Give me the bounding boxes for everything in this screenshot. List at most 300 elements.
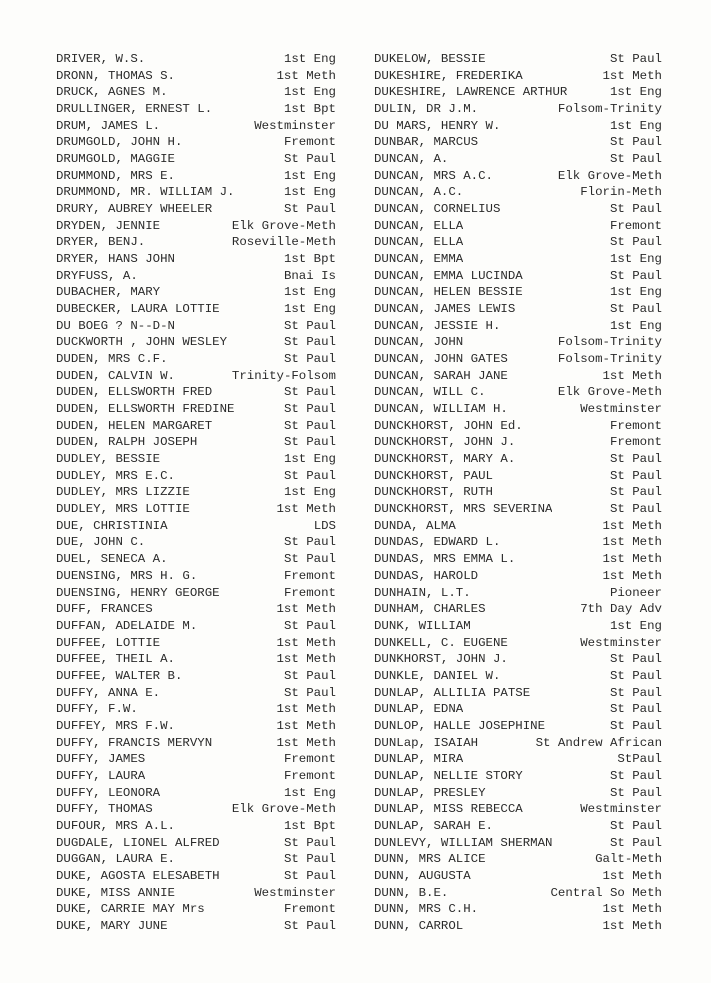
church-name: Westminster — [580, 635, 662, 650]
member-name: DUNCAN, JAMES LEWIS — [374, 302, 516, 317]
list-item — [56, 768, 336, 785]
list-item — [374, 68, 662, 85]
church-name: Trinity-Folsom — [231, 368, 336, 383]
list-item — [56, 151, 336, 168]
church-name: 1st Meth — [602, 868, 662, 883]
list-item — [374, 818, 662, 835]
church-name: Folsom-Trinity — [557, 352, 662, 367]
list-item — [56, 735, 336, 752]
member-name: DUNDAS, MRS EMMA L. — [374, 552, 516, 567]
member-name: DUNK, WILLIAM — [374, 618, 471, 633]
list-item — [374, 168, 662, 185]
list-item — [374, 234, 662, 251]
list-item — [56, 68, 336, 85]
church-name: Fremont — [283, 902, 336, 917]
church-name: 1st Eng — [609, 85, 662, 100]
list-item — [374, 368, 662, 385]
member-name: DRUCK, AGNES M. — [56, 85, 168, 100]
list-item — [374, 51, 662, 68]
church-name: 1st Meth — [602, 68, 662, 83]
member-name: DRYER, BENJ. — [56, 235, 146, 250]
list-item — [374, 901, 662, 918]
church-name: Westminster — [580, 402, 662, 417]
member-name: DUFFEY, MRS F.W. — [56, 718, 175, 733]
member-name: DUNCAN, ELLA — [374, 218, 464, 233]
list-item — [56, 668, 336, 685]
list-item — [56, 84, 336, 101]
church-name: 1st Meth — [602, 902, 662, 917]
member-name: DRYER, HANS JOHN — [56, 252, 175, 267]
member-name: DUNDAS, HAROLD — [374, 568, 479, 583]
list-item — [374, 284, 662, 301]
member-name: DUKESHIRE, FREDERIKA — [374, 68, 523, 83]
member-name: DUEL, SENECA A. — [56, 552, 168, 567]
church-name: St Paul — [283, 552, 336, 567]
church-name: 1st Meth — [602, 368, 662, 383]
church-name: St Paul — [609, 835, 662, 850]
church-name: St Andrew African — [535, 735, 662, 750]
list-item — [56, 868, 336, 885]
member-name: DUDEN, MRS C.F. — [56, 352, 168, 367]
church-name: St Paul — [283, 318, 336, 333]
member-name: DUKELOW, BESSIE — [374, 52, 486, 66]
church-name: St Paul — [283, 152, 336, 167]
list-item — [374, 718, 662, 735]
church-name: 1st Eng — [609, 252, 662, 267]
church-name: St Paul — [283, 385, 336, 400]
list-item — [374, 451, 662, 468]
member-name: DRULLINGER, ERNEST L. — [56, 102, 213, 117]
list-item — [56, 184, 336, 201]
church-name: Elk Grove-Meth — [231, 218, 336, 233]
church-name: 1st Eng — [283, 452, 336, 467]
list-item — [56, 268, 336, 285]
member-name: DUNCAN, MRS A.C. — [374, 168, 493, 183]
church-name: Elk Grove-Meth — [557, 385, 662, 400]
church-name: St Paul — [609, 668, 662, 683]
church-name: 7th Day Adv — [580, 602, 662, 617]
list-item — [56, 701, 336, 718]
church-name: 1st Meth — [276, 652, 336, 667]
member-name: DUNN, B.E. — [374, 885, 449, 900]
church-name: 1st Meth — [276, 68, 336, 83]
church-name: St Paul — [283, 668, 336, 683]
member-name: DUNLap, ISAIAH — [374, 735, 479, 750]
member-name: DUNCKHORST, JOHN J. — [374, 435, 516, 450]
list-item — [56, 401, 336, 418]
church-name: 1st Meth — [276, 718, 336, 733]
list-item — [374, 118, 662, 135]
member-name: DUKE, MARY JUNE — [56, 918, 168, 933]
list-item — [56, 234, 336, 251]
church-name: St Paul — [609, 52, 662, 66]
church-name: Fremont — [283, 135, 336, 150]
church-name: 1st Meth — [276, 602, 336, 617]
list-item — [374, 318, 662, 335]
member-name: DUFFY, LAURA — [56, 768, 146, 783]
member-name: DUNDA, ALMA — [374, 518, 456, 533]
church-name: St Paul — [283, 685, 336, 700]
member-name: DUFOUR, MRS A.L. — [56, 818, 175, 833]
list-item — [56, 51, 336, 68]
church-name: St Paul — [283, 852, 336, 867]
member-name: DUNDAS, EDWARD L. — [374, 535, 501, 550]
church-name: 1st Meth — [602, 568, 662, 583]
list-item — [56, 601, 336, 618]
member-name: DUNLAP, NELLIE STORY — [374, 768, 523, 783]
list-item — [56, 835, 336, 852]
list-item — [56, 218, 336, 235]
church-name: St Paul — [283, 202, 336, 217]
list-item — [56, 818, 336, 835]
member-name: DUDEN, HELEN MARGARET — [56, 418, 213, 433]
list-item — [56, 751, 336, 768]
list-item — [56, 318, 336, 335]
member-name: DUFFY, ANNA E. — [56, 685, 161, 700]
member-name: DRURY, AUBREY WHEELER — [56, 202, 213, 217]
member-name: DUBACHER, MARY — [56, 285, 161, 300]
church-name: 1st Eng — [283, 185, 336, 200]
church-name: St Paul — [609, 135, 662, 150]
left-column — [56, 51, 336, 935]
member-name: DUNCKHORST, PAUL — [374, 468, 493, 483]
member-name: DUNLOP, HALLE JOSEPHINE — [374, 718, 546, 733]
church-name: St Paul — [609, 652, 662, 667]
church-name: St Paul — [283, 418, 336, 433]
member-name: DUFFY, F.W. — [56, 702, 138, 717]
list-item — [56, 618, 336, 635]
member-name: DUNCAN, A. — [374, 152, 449, 167]
church-name: St Paul — [609, 202, 662, 217]
member-name: DUGGAN, LAURA E. — [56, 852, 175, 867]
church-name: 1st Eng — [609, 318, 662, 333]
member-name: DRUM, JAMES L. — [56, 118, 161, 133]
list-item — [374, 501, 662, 518]
member-name: DUNN, MRS ALICE — [374, 852, 486, 867]
member-name: DUNCKHORST, MARY A. — [374, 452, 516, 467]
list-item — [56, 801, 336, 818]
member-name: DRYDEN, JENNIE — [56, 218, 161, 233]
member-name: DRUMMOND, MR. WILLIAM J. — [56, 185, 235, 200]
church-name: 1st Meth — [602, 552, 662, 567]
member-name: DRUMGOLD, MAGGIE — [56, 152, 175, 167]
church-name: St Paul — [609, 718, 662, 733]
list-item — [56, 851, 336, 868]
church-name: 1st Eng — [283, 85, 336, 100]
list-item — [56, 685, 336, 702]
list-item — [56, 334, 336, 351]
list-item — [374, 101, 662, 118]
member-name: DUE, JOHN C. — [56, 535, 146, 550]
member-name: DU MARS, HENRY W. — [374, 118, 501, 133]
list-item — [56, 434, 336, 451]
list-item — [374, 151, 662, 168]
church-name: StPaul — [617, 752, 662, 767]
list-item — [374, 184, 662, 201]
list-item — [56, 518, 336, 535]
church-name: St Paul — [609, 235, 662, 250]
church-name: St Paul — [609, 268, 662, 283]
list-item — [374, 268, 662, 285]
member-name: DUNKHORST, JOHN J. — [374, 652, 508, 667]
member-name: DUNLAP, MIRA — [374, 752, 464, 767]
list-item — [56, 134, 336, 151]
church-name: 1st Eng — [283, 485, 336, 500]
church-name: St Paul — [609, 152, 662, 167]
church-name: 1st Bpt — [283, 818, 336, 833]
church-name: 1st Eng — [283, 168, 336, 183]
list-item — [374, 518, 662, 535]
member-name: DUNLAP, SARAH E. — [374, 818, 493, 833]
list-item — [56, 918, 336, 935]
list-item — [374, 201, 662, 218]
list-item — [374, 401, 662, 418]
list-item — [374, 218, 662, 235]
church-name: Fremont — [283, 568, 336, 583]
list-item — [56, 718, 336, 735]
church-name: St Paul — [609, 452, 662, 467]
list-item — [374, 651, 662, 668]
church-name: 1st Bpt — [283, 102, 336, 117]
list-item — [374, 301, 662, 318]
member-name: DUNCAN, WILL C. — [374, 385, 486, 400]
list-item — [374, 835, 662, 852]
member-name: DUFFY, THOMAS — [56, 802, 153, 817]
list-item — [56, 451, 336, 468]
church-name: St Paul — [609, 818, 662, 833]
right-column — [374, 51, 662, 935]
list-item — [374, 851, 662, 868]
member-name: DUDEN, ELLSWORTH FREDINE — [56, 402, 235, 417]
member-name: DRYFUSS, A. — [56, 268, 138, 283]
church-name: Fremont — [283, 768, 336, 783]
church-name: St Paul — [609, 685, 662, 700]
church-name: St Paul — [283, 468, 336, 483]
list-item — [374, 668, 662, 685]
church-name: St Paul — [283, 835, 336, 850]
list-item — [374, 484, 662, 501]
church-name: St Paul — [283, 352, 336, 367]
member-name: DUCKWORTH , JOHN WESLEY — [56, 335, 228, 350]
church-name: 1st Bpt — [283, 252, 336, 267]
church-name: St Paul — [609, 785, 662, 800]
list-item — [56, 284, 336, 301]
church-name: St Paul — [609, 702, 662, 717]
list-item — [374, 251, 662, 268]
member-name: DUNCAN, JOHN — [374, 335, 464, 350]
member-name: DRIVER, W.S. — [56, 52, 146, 66]
member-name: DRUMGOLD, JOHN H. — [56, 135, 183, 150]
member-name: DUNLAP, EDNA — [374, 702, 464, 717]
member-name: DU BOEG ? N--D-N — [56, 318, 175, 333]
church-name: St Paul — [609, 502, 662, 517]
member-name: DUNCAN, A.C. — [374, 185, 464, 200]
list-item — [56, 484, 336, 501]
member-name: DUKE, MISS ANNIE — [56, 885, 175, 900]
list-item — [374, 134, 662, 151]
church-name: St Paul — [283, 918, 336, 933]
list-item — [374, 351, 662, 368]
church-name: 1st Eng — [283, 785, 336, 800]
church-name: St Paul — [609, 768, 662, 783]
list-item — [56, 534, 336, 551]
list-item — [374, 334, 662, 351]
member-name: DUDEN, ELLSWORTH FRED — [56, 385, 213, 400]
list-item — [56, 201, 336, 218]
list-item — [374, 685, 662, 702]
church-name: Central So Meth — [550, 885, 662, 900]
member-name: DUNN, AUGUSTA — [374, 868, 471, 883]
church-name: St Paul — [283, 618, 336, 633]
member-name: DUNN, MRS C.H. — [374, 902, 479, 917]
church-name: 1st Eng — [609, 285, 662, 300]
member-name: DUFFY, JAMES — [56, 752, 146, 767]
list-item — [56, 251, 336, 268]
member-name: DUNCAN, JESSIE H. — [374, 318, 501, 333]
church-name: Florin-Meth — [580, 185, 662, 200]
church-name: St Paul — [283, 868, 336, 883]
list-item — [56, 384, 336, 401]
member-name: DUNCAN, JOHN GATES — [374, 352, 508, 367]
list-item — [56, 785, 336, 802]
member-name: DUNCAN, ELLA — [374, 235, 464, 250]
list-item — [374, 868, 662, 885]
church-name: 1st Eng — [609, 618, 662, 633]
member-name: DUDLEY, MRS LOTTIE — [56, 502, 190, 517]
member-name: DUNCAN, EMMA — [374, 252, 464, 267]
church-name: LDS — [313, 518, 336, 533]
member-name: DUNCAN, WILLIAM H. — [374, 402, 508, 417]
list-item — [374, 918, 662, 935]
church-name: Fremont — [283, 752, 336, 767]
list-item — [56, 101, 336, 118]
church-name: Folsom-Trinity — [557, 335, 662, 350]
member-name: DUNCAN, HELEN BESSIE — [374, 285, 523, 300]
church-name: Fremont — [609, 418, 662, 433]
church-name: Westminster — [254, 118, 336, 133]
member-name: DUNHAM, CHARLES — [374, 602, 486, 617]
list-item — [374, 618, 662, 635]
list-item — [374, 84, 662, 101]
church-name: Westminster — [580, 802, 662, 817]
member-name: DUNLAP, PRESLEY — [374, 785, 486, 800]
list-item — [374, 735, 662, 752]
member-name: DUKE, AGOSTA ELESABETH — [56, 868, 220, 883]
list-item — [56, 351, 336, 368]
church-name: 1st Meth — [602, 918, 662, 933]
member-name: DUNLEVY, WILLIAM SHERMAN — [374, 835, 553, 850]
member-name: DUNLAP, MISS REBECCA — [374, 802, 523, 817]
list-item — [374, 434, 662, 451]
church-name: Galt-Meth — [595, 852, 662, 867]
member-name: DUFF, FRANCES — [56, 602, 153, 617]
list-item — [56, 551, 336, 568]
list-item — [374, 601, 662, 618]
member-name: DUDEN, RALPH JOSEPH — [56, 435, 198, 450]
member-name: DUFFEE, LOTTIE — [56, 635, 161, 650]
member-name: DUNKLE, DANIEL W. — [374, 668, 501, 683]
church-name: Fremont — [609, 218, 662, 233]
member-name: DUNBAR, MARCUS — [374, 135, 479, 150]
church-name: 1st Eng — [283, 285, 336, 300]
list-item — [56, 418, 336, 435]
member-name: DUBECKER, LAURA LOTTIE — [56, 302, 220, 317]
church-name: St Paul — [609, 485, 662, 500]
member-name: DUNLAP, ALLILIA PATSE — [374, 685, 531, 700]
list-item — [56, 168, 336, 185]
church-name: St Paul — [283, 335, 336, 350]
member-name: DUENSING, MRS H. G. — [56, 568, 198, 583]
member-name: DUNCAN, SARAH JANE — [374, 368, 508, 383]
member-name: DUNCKHORST, RUTH — [374, 485, 493, 500]
member-name: DUFFY, LEONORA — [56, 785, 161, 800]
church-name: St Paul — [283, 435, 336, 450]
church-name: Westminster — [254, 885, 336, 900]
member-name: DUFFEE, THEIL A. — [56, 652, 175, 667]
church-name: 1st Meth — [602, 535, 662, 550]
list-item — [56, 468, 336, 485]
member-name: DUFFY, FRANCIS MERVYN — [56, 735, 213, 750]
church-name: 1st Meth — [276, 702, 336, 717]
list-item — [374, 885, 662, 902]
list-item — [56, 118, 336, 135]
church-name: Roseville-Meth — [231, 235, 336, 250]
list-item — [374, 534, 662, 551]
church-name: 1st Eng — [283, 52, 336, 66]
list-item — [374, 468, 662, 485]
member-name: DUNCAN, EMMA LUCINDA — [374, 268, 523, 283]
church-name: Pioneer — [609, 585, 662, 600]
list-item — [374, 751, 662, 768]
list-item — [56, 901, 336, 918]
list-item — [374, 568, 662, 585]
member-name: DUNN, CARROL — [374, 918, 464, 933]
list-item — [56, 635, 336, 652]
list-item — [56, 651, 336, 668]
list-item — [374, 635, 662, 652]
list-item — [56, 885, 336, 902]
member-name: DRUMMOND, MRS E. — [56, 168, 175, 183]
church-name: St Paul — [283, 402, 336, 417]
church-name: Bnai Is — [283, 268, 336, 283]
church-name: St Paul — [609, 468, 662, 483]
church-name: Fremont — [609, 435, 662, 450]
church-name: 1st Meth — [276, 635, 336, 650]
member-name: DUNCAN, CORNELIUS — [374, 202, 501, 217]
list-item — [56, 368, 336, 385]
member-name: DUNCKHORST, JOHN Ed. — [374, 418, 523, 433]
member-name: DRONN, THOMAS S. — [56, 68, 175, 83]
member-name: DUKESHIRE, LAWRENCE ARTHUR — [374, 85, 568, 100]
list-item — [374, 701, 662, 718]
church-name: Elk Grove-Meth — [557, 168, 662, 183]
list-item — [374, 585, 662, 602]
member-name: DUENSING, HENRY GEORGE — [56, 585, 220, 600]
church-name: 1st Meth — [276, 502, 336, 517]
church-name: St Paul — [283, 535, 336, 550]
member-name: DUDLEY, MRS E.C. — [56, 468, 175, 483]
list-item — [374, 418, 662, 435]
church-name: St Paul — [609, 302, 662, 317]
list-item — [374, 785, 662, 802]
list-item — [374, 768, 662, 785]
church-name: 1st Meth — [276, 735, 336, 750]
church-name: 1st Meth — [602, 518, 662, 533]
church-name: 1st Eng — [283, 302, 336, 317]
church-name: Elk Grove-Meth — [231, 802, 336, 817]
list-item — [56, 501, 336, 518]
member-name: DUDLEY, MRS LIZZIE — [56, 485, 190, 500]
